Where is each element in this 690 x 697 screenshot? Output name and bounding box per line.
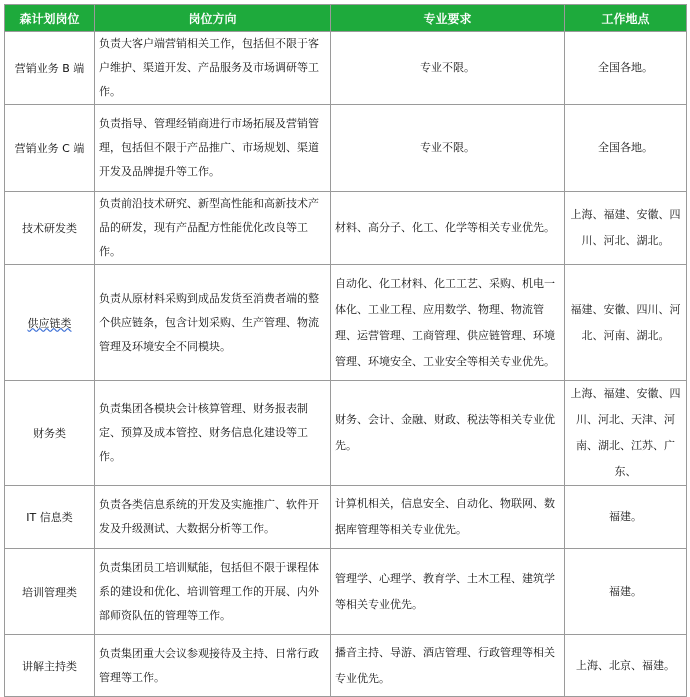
- location-cell: 上海、福建、安徽、四川、河北、天津、河南、湖北、江苏、广东、: [565, 381, 687, 486]
- position-cell: [5, 265, 95, 381]
- header-requirement: 专业要求: [331, 5, 565, 32]
- direction-cell: 负责前沿技术研究、新型高性能和高新技术产品的研发，现有产品配方性能优化改良等工作。: [95, 192, 331, 265]
- header-location: 工作地点: [565, 5, 687, 32]
- position-cell: 讲解主持类: [5, 635, 95, 697]
- requirement-cell: 管理学、心理学、教育学、土木工程、建筑学等相关专业优先。: [331, 549, 565, 635]
- requirement-cell: 专业不限。: [331, 32, 565, 105]
- requirement-cell: 财务、会计、金融、财政、税法等相关专业优先。: [331, 381, 565, 486]
- direction-cell: 负责集团各模块会计核算管理、财务报表制定、预算及成本管控、财务信息化建设等工作。: [95, 381, 331, 486]
- requirement-cell: 计算机相关，信息安全、自动化、物联网、数据库管理等相关专业优先。: [331, 486, 565, 549]
- position-cell: 技术研发类: [5, 192, 95, 265]
- table-row: [5, 486, 687, 549]
- position-cell: 财务类: [5, 381, 95, 486]
- requirement-cell: 材料、高分子、化工、化学等相关专业优先。: [331, 192, 565, 265]
- direction-cell: 负责各类信息系统的开发及实施推广、软件开发及升级测试、大数据分析等工作。: [95, 486, 331, 549]
- position-cell: 营销业务 C 端: [5, 105, 95, 192]
- location-cell: 上海、福建、安徽、四川、河北、湖北。: [565, 192, 687, 265]
- location-cell: 上海、北京、福建。: [565, 635, 687, 697]
- table-header-row: [5, 5, 687, 32]
- position-text: 供应链类: [27, 316, 72, 330]
- direction-cell: 负责大客户端营销相关工作，包括但不限于客户维护、渠道开发、产品服务及市场调研等工作。: [95, 32, 331, 105]
- position-cell: 培训管理类: [5, 549, 95, 635]
- table-row: [5, 192, 687, 265]
- table-row: [5, 381, 687, 486]
- position-cell: 营销业务 B 端: [5, 32, 95, 105]
- position-cell: IT 信息类: [5, 486, 95, 549]
- direction-cell: 负责从原材料采购到成品发货至消费者端的整个供应链条，包含计划采购、生产管理、物流管理及环境安全不同模块。: [95, 265, 331, 381]
- direction-cell: 负责集团员工培训赋能，包括但不限于课程体系的建设和优化、培训管理工作的开展、内外部师资队伍的管理等工作。: [95, 549, 331, 635]
- requirement-cell: 播音主持、导游、酒店管理、行政管理等相关专业优先。: [331, 635, 565, 697]
- header-position: 森计划岗位: [5, 5, 95, 32]
- requirement-cell: 自动化、化工材料、化工工艺、采购、机电一体化、工业工程、应用数学、物理、物流管理、运营管理、工商管理、供应链管理、环境管理、环境安全、工业安全等相关专业优先。: [331, 265, 565, 381]
- table-row: [5, 635, 687, 697]
- job-table: [4, 4, 687, 697]
- direction-cell: 负责指导、管理经销商进行市场拓展及营销管理，包括但不限于产品推广、市场规划、渠道开发及品牌提升等工作。: [95, 105, 331, 192]
- table-row: [5, 32, 687, 105]
- table-row: [5, 265, 687, 381]
- requirement-cell: 专业不限。: [331, 105, 565, 192]
- location-cell: 全国各地。: [565, 32, 687, 105]
- location-cell: 福建、安徽、四川、河北、河南、湖北。: [565, 265, 687, 381]
- header-direction: 岗位方向: [95, 5, 331, 32]
- table-row: [5, 105, 687, 192]
- location-cell: 福建。: [565, 486, 687, 549]
- direction-cell: 负责集团重大会议参观接待及主持、日常行政管理等工作。: [95, 635, 331, 697]
- table-row: [5, 549, 687, 635]
- location-cell: 福建。: [565, 549, 687, 635]
- location-cell: 全国各地。: [565, 105, 687, 192]
